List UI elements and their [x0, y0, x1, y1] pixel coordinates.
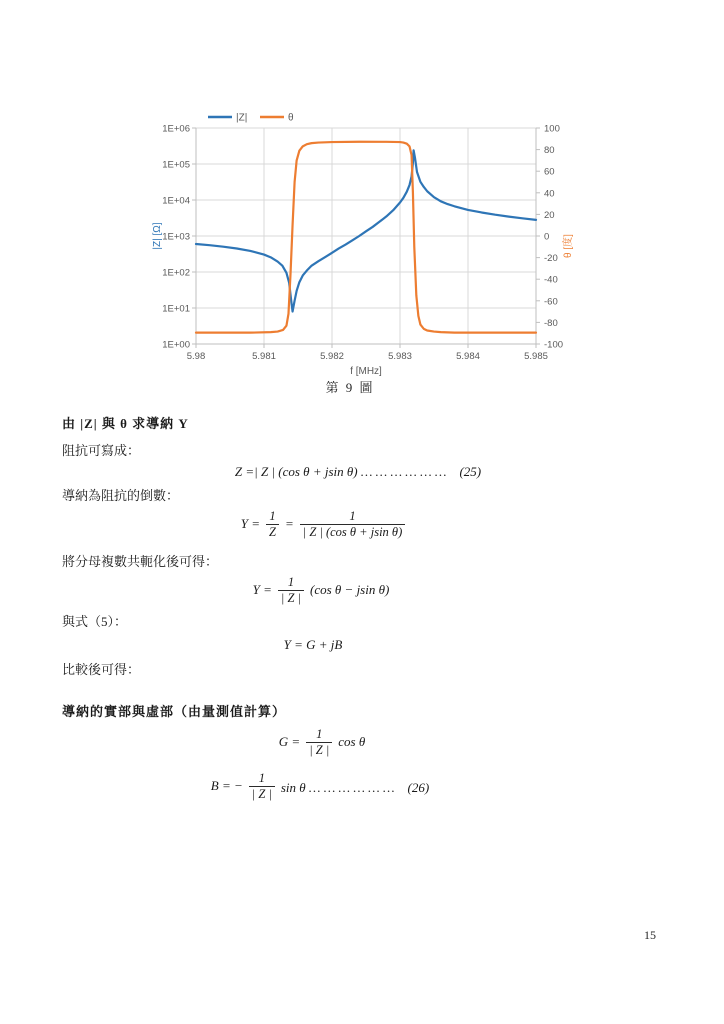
svg-text:-80: -80: [544, 317, 558, 329]
paragraph-admittance-reciprocal: 導納為阻抗的倒數：: [62, 488, 180, 503]
svg-text:5.983: 5.983: [388, 351, 412, 362]
svg-text:100: 100: [544, 123, 560, 135]
svg-text:|Z| [Ω]: |Z| [Ω]: [152, 222, 163, 250]
equation-conductance: [0, 725, 644, 759]
svg-text:60: 60: [544, 166, 555, 178]
svg-text:5.985: 5.985: [524, 351, 548, 362]
svg-text:θ: θ: [288, 112, 294, 124]
fraction: [306, 727, 332, 758]
svg-text:5.981: 5.981: [252, 351, 276, 362]
paragraph-compare: 比較後可得：: [62, 662, 141, 677]
fraction-denominator: | Z |: [306, 742, 332, 758]
fraction: [266, 509, 279, 540]
fraction: [249, 771, 275, 802]
section-heading-admittance: 由 |Z| 與 θ 求導納 Y: [62, 416, 189, 431]
svg-text:80: 80: [544, 145, 555, 157]
svg-text:5.982: 5.982: [320, 351, 344, 362]
svg-text:1E+01: 1E+01: [162, 303, 190, 315]
svg-text:-60: -60: [544, 296, 558, 308]
svg-text:f [MHz]: f [MHz]: [350, 366, 382, 377]
fraction-denominator: Z: [266, 524, 279, 540]
figure-9-chart-area: [150, 98, 580, 380]
fraction-numerator: 1: [287, 574, 295, 589]
equation-25-text: Z =| Z | (cos θ + jsin θ) … … … … … … (25): [234, 463, 482, 479]
svg-text:-100: -100: [544, 339, 564, 351]
equation-rhs: cos θ: [338, 734, 366, 749]
fraction-denominator: | Z |: [249, 786, 275, 802]
paragraph-impedance-written-as: 阻抗可寫成：: [62, 443, 141, 458]
svg-text:θ [度]: θ [度]: [563, 234, 574, 258]
fraction-denominator: | Z |: [278, 590, 304, 606]
equation-25: [0, 461, 716, 479]
section-heading-real-imag: 導納的實部與虛部（由量測值計算）: [62, 704, 287, 719]
fraction: [300, 509, 405, 540]
svg-text:1E+00: 1E+00: [162, 339, 190, 351]
svg-text:5.984: 5.984: [456, 351, 480, 362]
paragraph-conjugate: 將分母複數共軛化後可得：: [62, 554, 219, 569]
svg-text:40: 40: [544, 188, 555, 200]
equals-sign: =: [284, 516, 294, 531]
svg-text:1E+03: 1E+03: [162, 231, 190, 243]
equation-y-conjugated: [0, 573, 642, 607]
svg-text:|Z|: |Z|: [236, 112, 248, 124]
svg-text:1E+05: 1E+05: [162, 159, 190, 171]
svg-text:-20: -20: [544, 253, 558, 265]
equation-rhs: sin θ … … … … … … (26): [280, 779, 430, 795]
fraction: [278, 575, 304, 606]
equation-lhs: Y =: [240, 516, 261, 531]
svg-text:5.98: 5.98: [186, 351, 206, 362]
fraction-numerator: 1: [316, 726, 323, 741]
svg-text:1E+02: 1E+02: [162, 267, 190, 279]
svg-text:1E+04: 1E+04: [162, 195, 190, 207]
equation-lhs: Y =: [252, 582, 272, 597]
equation-lhs: G =: [278, 734, 301, 749]
paragraph-with-eq5: 與式（5）：: [62, 614, 128, 629]
svg-text:-40: -40: [544, 274, 558, 286]
equation-text: Y = G + jB: [283, 637, 343, 652]
fraction-numerator: 1: [349, 508, 356, 523]
equation-rhs: (cos θ − jsin θ): [310, 582, 390, 597]
svg-text:20: 20: [544, 209, 555, 221]
equation-26-susceptance: [0, 768, 640, 804]
svg-text:1E+06: 1E+06: [162, 123, 190, 135]
fraction-denominator: | Z | (cos θ + jsin θ): [300, 524, 405, 540]
figure-caption: 第 9 圖: [325, 380, 375, 395]
impedance-phase-chart: [150, 98, 580, 380]
page-number: 15: [644, 928, 656, 942]
equation-y-g-jb: [0, 636, 626, 654]
equation-lhs: B = −: [210, 778, 243, 793]
svg-text:0: 0: [544, 231, 550, 243]
fraction-numerator: 1: [269, 508, 276, 523]
fraction-numerator: 1: [258, 770, 265, 785]
equation-y-reciprocal: [0, 504, 646, 544]
